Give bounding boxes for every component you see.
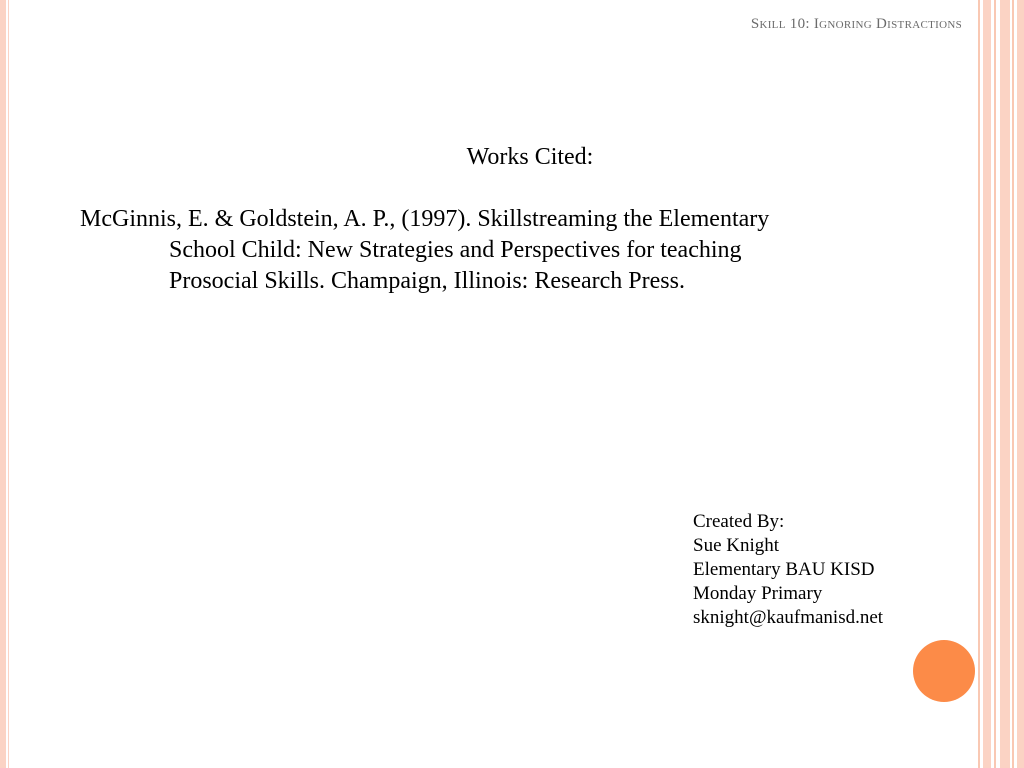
credits-author: Sue Knight bbox=[693, 535, 780, 556]
stripe bbox=[1017, 0, 1024, 768]
stripe bbox=[1012, 0, 1014, 768]
left-decorative-bar bbox=[0, 0, 6, 768]
citation-line: Prosocial Skills. Champaign, Illinois: Research Press. bbox=[169, 268, 685, 294]
citation-line: McGinnis, E. & Goldstein, A. P., (1997). Skillstreaming the Elementary bbox=[80, 206, 770, 232]
credits-role: Elementary BAU KISD bbox=[693, 559, 875, 580]
left-decorative-line bbox=[8, 0, 9, 768]
works-cited-heading: Works Cited: bbox=[466, 144, 594, 170]
right-decorative-stripes bbox=[978, 0, 1024, 768]
credits-school: Monday Primary bbox=[693, 583, 823, 604]
credits-label: Created By: bbox=[693, 511, 785, 532]
stripe bbox=[1000, 0, 1010, 768]
orange-circle-decoration bbox=[913, 640, 975, 702]
credits-block bbox=[693, 510, 883, 630]
credits-email: sknight@kaufmanisd.net bbox=[693, 607, 884, 628]
citation-entry bbox=[80, 204, 940, 297]
stripe bbox=[978, 0, 980, 768]
stripe bbox=[983, 0, 991, 768]
citation-line: School Child: New Strategies and Perspectives for teaching bbox=[169, 237, 742, 263]
stripe bbox=[994, 0, 996, 768]
slide-header-title: Skill 10: Ignoring Distractions bbox=[750, 16, 962, 32]
